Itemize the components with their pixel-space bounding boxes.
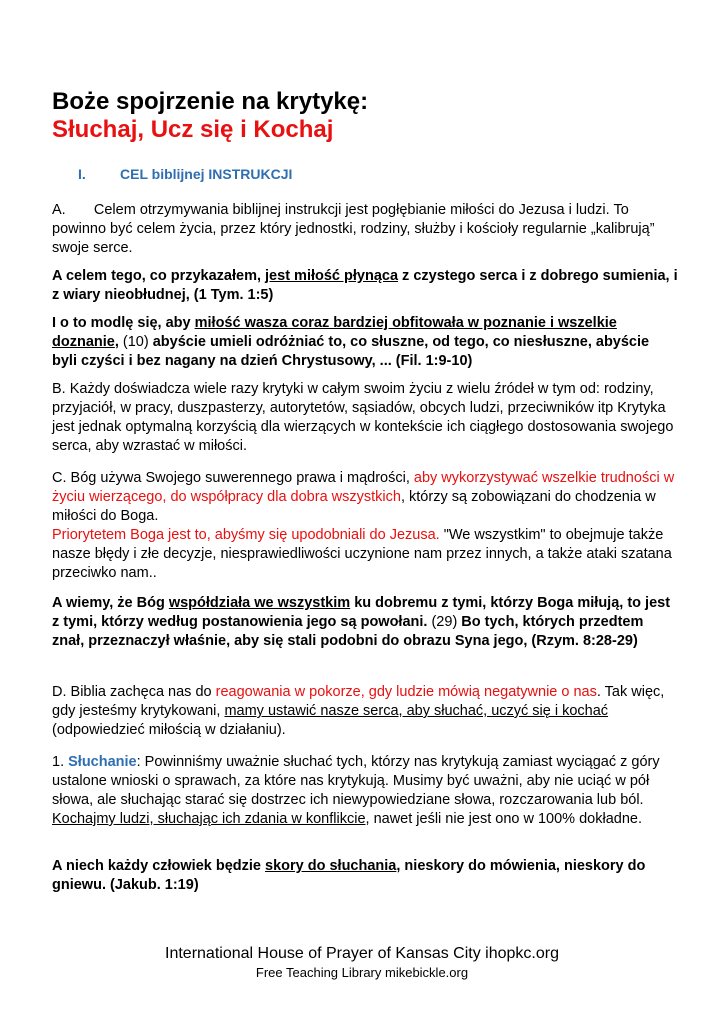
highlighted-text: Priorytetem Boga jest to, abyśmy się upodobniali do Jezusa. xyxy=(52,527,440,543)
paragraph-text: , którzy są zobowiązani do chodzenia w miłości do Boga. xyxy=(52,489,656,524)
verse-text: Bo tych, których przedtem znał, przeznaczył właśnie, aby się stali podobni do obrazu Syna jego, (Rzym. 8:28-29) xyxy=(52,614,644,649)
paragraph-a: A. Celem otrzymywania biblijnej instrukcji jest pogłębianie miłości do Jezusa i ludzi. To powinno być celem życia, przez który jednostki, rodziny, służby i kościoły regularnie „kalibrują” swoje serce. xyxy=(52,202,655,256)
paragraph-text: , nawet jeśli nie jest ono w 100% dokładne. xyxy=(365,811,642,827)
verse-james xyxy=(52,857,678,895)
verse-text: z czystego serca i z dobrego sumienia, i z wiary nieobłudnej, (1 Tym. 1:5) xyxy=(52,268,678,303)
verse-text: , nieskory do mówienia, nieskory do gniewu. (Jakub. 1:19) xyxy=(52,858,646,893)
verse-romans xyxy=(52,594,678,651)
paragraph-text: : Powinniśmy uważnie słuchać tych, którzy nas krytykują zamiast wyciągać z góry ustalone wnioski o sprawach, za które nas krytykują. Musimy być uważni, aby nie uciąć w pół słowa, ale słuchając starać się dostrzec ich niewypowiedziane słowa, rozczarowania lub ból. xyxy=(52,754,660,808)
highlighted-text: aby wykorzystywać wszelkie trudności w życiu wierzącego, do współpracy dla dobra wszystkich xyxy=(52,470,675,505)
verse-text: A wiemy, że Bóg xyxy=(52,595,169,611)
verse-text: I o to modlę się, aby xyxy=(52,315,195,331)
title-line-2: Słuchaj, Ucz się i Kochaj xyxy=(52,116,334,143)
verse-number: (10) xyxy=(118,334,153,350)
title-line-1: Boże spojrzenie na krytykę: xyxy=(52,88,369,115)
paragraph-text: . Tak więc, gdy jesteśmy krytykowani, xyxy=(52,684,665,719)
point-label: Słuchanie xyxy=(68,754,137,770)
verse-underlined: miłość wasza coraz bardziej obfitowała w poznanie i wszelkie doznanie xyxy=(52,315,617,350)
verse-text: A niech każdy człowiek będzie xyxy=(52,858,266,874)
point-number: 1. xyxy=(52,754,69,770)
verse-underlined: skory do słuchania xyxy=(265,858,397,874)
underlined-text: Kochajmy ludzi, słuchając ich zdania w konflikcie xyxy=(52,811,366,827)
paragraph-d xyxy=(52,683,678,740)
verse-text: ku dobremu z tymi, którzy Boga miłują, to jest z tymi, którzy według postanowienia jego są powołani. xyxy=(52,595,671,630)
point-1-listening xyxy=(52,753,678,829)
section-number: I. xyxy=(78,166,86,182)
paragraph-text: "We wszystkim" to obejmuje także nasze błędy i złe decyzje, niesprawiedliwości uczynione nam przez innych, a także ataki szatana przeciwko nam.. xyxy=(52,527,672,581)
verse-1-timothy xyxy=(52,267,678,305)
section-heading xyxy=(78,166,292,182)
verse-text: A celem tego, co przykazałem, xyxy=(52,268,266,284)
paragraph-text: D. Biblia zachęca nas do xyxy=(52,684,216,700)
section-label: CEL biblijnej INSTRUKCJI xyxy=(120,166,293,182)
verse-underlined: jest miłość płynąca xyxy=(265,268,399,284)
paragraph-b: B. Każdy doświadcza wiele razy krytyki w całym swoim życiu z wielu źródeł w tym od: rodziny, przyjaciół, w pracy, duszpasterzy, autorytetów, sąsiadów, obcych ludzi, przeciwników itp Krytyka jest jednak optymalną korzyścią dla wierzących w kontekście ich ciągłego dostosowania swojego serca, aby wzrastać w miłości. xyxy=(52,381,674,454)
footer-library: Free Teaching Library mikebickle.org xyxy=(255,965,469,980)
verse-philippians xyxy=(52,314,678,371)
verse-number: (29) xyxy=(427,614,462,630)
footer-org: International House of Prayer of Kansas City ihopkc.org xyxy=(165,945,559,962)
paragraph-text: C. Bóg używa Swojego suwerennego prawa i mądrości, xyxy=(52,470,414,486)
underlined-text: mamy ustawić nasze serca, aby słuchać, uczyć się i kochać xyxy=(224,703,609,719)
highlighted-text: reagowania w pokorze, gdy ludzie mówią negatywnie o nas xyxy=(215,684,597,700)
verse-text: abyście umieli odróżniać to, co słuszne, od tego, co niesłuszne, abyście byli czyści i bez nagany na dzień Chrystusowy, ... (Fil. 1:9-10) xyxy=(52,334,650,369)
verse-text: , xyxy=(114,334,119,350)
verse-underlined: współdziała we wszystkim xyxy=(168,595,351,611)
paragraph-text: (odpowiedzieć miłością w działaniu). xyxy=(52,722,286,738)
paragraph-c xyxy=(52,469,678,583)
